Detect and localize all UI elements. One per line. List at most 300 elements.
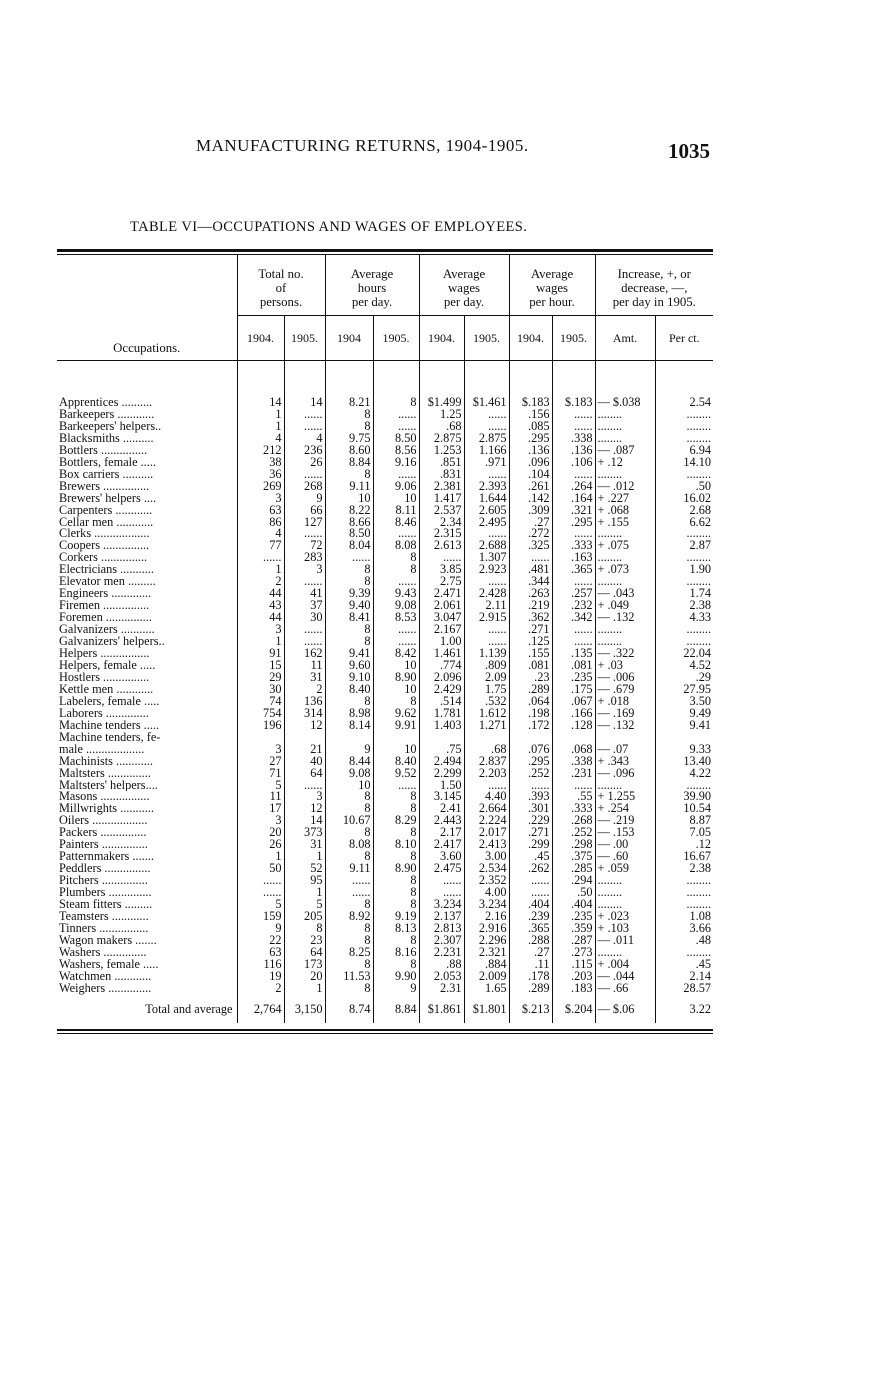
table-cell: .271	[509, 624, 552, 636]
table-cell: .48	[655, 935, 713, 947]
table-cell: 8	[373, 875, 419, 887]
subhead-cell: 1905.	[284, 316, 325, 361]
table-cell: — .011	[595, 935, 655, 947]
occupation-name: Cellar men ............	[59, 516, 154, 529]
table-cell: 30	[284, 612, 325, 624]
table-row	[57, 851, 713, 863]
table-cell: 10	[325, 493, 373, 505]
table-cell: ........	[655, 947, 713, 959]
table-cell: 8	[373, 564, 419, 576]
table-cell: 2.916	[464, 923, 509, 935]
table-cell: 2.16	[464, 911, 509, 923]
table-cell: .362	[509, 612, 552, 624]
table-cell: .081	[509, 660, 552, 672]
table-cell: 1	[284, 887, 325, 899]
table-cell: 2.413	[464, 839, 509, 851]
table-cell: .262	[509, 863, 552, 875]
occupation-name: Box carriers ..........	[59, 468, 154, 481]
table-cell	[552, 732, 595, 744]
table-cell: .231	[552, 768, 595, 780]
table-cell: 8.50	[373, 433, 419, 445]
table-cell: 8	[373, 935, 419, 947]
table-cell: ......	[237, 887, 284, 899]
table-cell: 16.67	[655, 851, 713, 863]
occupation-name: Carpenters ............	[59, 504, 153, 517]
table-cell: 9.11	[325, 863, 373, 875]
table-row	[57, 397, 713, 409]
table-cell: ......	[509, 552, 552, 564]
table-cell: 2.31	[419, 983, 464, 995]
table-cell: 8.16	[373, 947, 419, 959]
table-cell: 9.43	[373, 588, 419, 600]
subhead-cell: Per ct.	[655, 316, 713, 361]
table-cell: 2.475	[419, 863, 464, 875]
table-cell: ........	[655, 887, 713, 899]
table-cell: 116	[237, 959, 284, 971]
occupation-name: Labelers, female .....	[59, 695, 160, 708]
table-cell: ........	[595, 469, 655, 481]
table-cell: 2.203	[464, 768, 509, 780]
table-cell: 9.91	[373, 720, 419, 732]
table-cell: 8.04	[325, 540, 373, 552]
wages-table	[57, 255, 713, 1023]
table-cell: + .059	[595, 863, 655, 875]
table-cell: 8.66	[325, 517, 373, 529]
table-row	[57, 815, 713, 827]
table-cell: ......	[464, 469, 509, 481]
table-cell: .299	[509, 839, 552, 851]
table-cell: 8	[325, 851, 373, 863]
table-cell: .50	[655, 481, 713, 493]
table-cell: .75	[419, 744, 464, 756]
table-cell: .081	[552, 660, 595, 672]
subhead-cell: 1905.	[373, 316, 419, 361]
table-cell: .514	[419, 696, 464, 708]
total-persons-header: Total no. of persons.	[237, 255, 325, 316]
table-cell: 4.33	[655, 612, 713, 624]
header-spacer-row	[57, 361, 713, 398]
table-cell: 13.40	[655, 756, 713, 768]
table-cell	[237, 732, 284, 744]
table-row	[57, 696, 713, 708]
table-cell: 14	[284, 815, 325, 827]
table-cell: .263	[509, 588, 552, 600]
table-row	[57, 911, 713, 923]
table-row	[57, 803, 713, 815]
table-cell: 8.22	[325, 505, 373, 517]
table-cell: .295	[552, 517, 595, 529]
table-cell: 9.90	[373, 971, 419, 983]
table-cell: 20	[284, 971, 325, 983]
table-cell: 8.13	[373, 923, 419, 935]
table-cell: ........	[595, 780, 655, 792]
table-cell: ......	[552, 469, 595, 481]
table-cell: 2.837	[464, 756, 509, 768]
table-cell: 2.09	[464, 672, 509, 684]
table-row	[57, 493, 713, 505]
occupation-name: Laborers ..............	[59, 707, 149, 720]
table-cell: .106	[552, 457, 595, 469]
table-cell: ......	[419, 875, 464, 887]
table-cell: 2.417	[419, 839, 464, 851]
table-cell: 1.25	[419, 409, 464, 421]
table-row	[57, 421, 713, 433]
occupation-name: Electricians ...........	[59, 564, 154, 577]
table-cell: 2.534	[464, 863, 509, 875]
table-cell: .156	[509, 409, 552, 421]
table-cell: 2.137	[419, 911, 464, 923]
table-cell: 1	[237, 564, 284, 576]
table-cell: ......	[373, 576, 419, 588]
table-cell: .136	[552, 445, 595, 457]
table-cell	[595, 732, 655, 744]
table-cell: 1.74	[655, 588, 713, 600]
table-cell: 4.40	[464, 791, 509, 803]
table-cell: 15	[237, 660, 284, 672]
table-cell: 2.875	[464, 433, 509, 445]
table-cell: .404	[509, 899, 552, 911]
table-cell: ......	[373, 421, 419, 433]
table-cell: .774	[419, 660, 464, 672]
table-cell: 37	[284, 600, 325, 612]
total-cell: $1.801	[464, 995, 509, 1023]
avg-wages-day-header: Average wages per day.	[419, 255, 509, 316]
table-cell: .239	[509, 911, 552, 923]
table-cell: 9.60	[325, 660, 373, 672]
table-cell: + .004	[595, 959, 655, 971]
table-cell: 8.87	[655, 815, 713, 827]
table-cell: ......	[237, 875, 284, 887]
table-cell: 1.461	[419, 648, 464, 660]
table-cell: — .132	[595, 720, 655, 732]
table-cell: .155	[509, 648, 552, 660]
table-cell: .393	[509, 791, 552, 803]
table-cell	[373, 732, 419, 744]
total-row	[57, 995, 713, 1023]
occupation-name: Oilers ..................	[59, 815, 148, 828]
table-cell: 9.41	[325, 648, 373, 660]
table-cell: 8.44	[325, 756, 373, 768]
table-cell: 8.21	[325, 397, 373, 409]
table-cell: 71	[237, 768, 284, 780]
table-row	[57, 660, 713, 672]
table-cell: ........	[655, 875, 713, 887]
table-cell	[284, 732, 325, 744]
table-cell: 9.39	[325, 588, 373, 600]
table-cell: 9.10	[325, 672, 373, 684]
table-cell: ........	[595, 528, 655, 540]
table-cell: 9.41	[655, 720, 713, 732]
occupation-name: Hostlers ...............	[59, 671, 150, 684]
table-cell: .11	[509, 959, 552, 971]
table-cell: ........	[595, 636, 655, 648]
table-cell: ......	[552, 409, 595, 421]
table-cell: 1.781	[419, 708, 464, 720]
total-cell: 2,764	[237, 995, 284, 1023]
table-cell: .294	[552, 875, 595, 887]
table-cell: .884	[464, 959, 509, 971]
table-cell: — .153	[595, 827, 655, 839]
table-cell	[509, 732, 552, 744]
occupation-name: Peddlers ...............	[59, 863, 151, 876]
table-cell: 64	[284, 947, 325, 959]
table-row	[57, 887, 713, 899]
table-cell: .136	[509, 445, 552, 457]
table-cell: + .049	[595, 600, 655, 612]
table-cell: 10.67	[325, 815, 373, 827]
table-cell: 2.75	[419, 576, 464, 588]
table-cell: 3	[237, 624, 284, 636]
table-cell: .309	[509, 505, 552, 517]
table-cell: ......	[464, 636, 509, 648]
table-cell: 63	[237, 947, 284, 959]
table-cell: $1.499	[419, 397, 464, 409]
table-row	[57, 959, 713, 971]
table-row	[57, 588, 713, 600]
table-cell: ......	[284, 780, 325, 792]
table-cell: 9	[237, 923, 284, 935]
table-cell: .085	[509, 421, 552, 433]
table-cell: 2.875	[419, 433, 464, 445]
table-cell: 14	[237, 397, 284, 409]
table-cell: 1	[284, 983, 325, 995]
table-row	[57, 409, 713, 421]
table-cell: .45	[655, 959, 713, 971]
table-cell: 29	[237, 672, 284, 684]
subhead-cell: 1904.	[509, 316, 552, 361]
top-rule	[57, 249, 713, 252]
table-cell: 2.923	[464, 564, 509, 576]
table-row	[57, 528, 713, 540]
table-cell: .301	[509, 803, 552, 815]
table-cell: .067	[552, 696, 595, 708]
table-cell: ......	[284, 409, 325, 421]
table-row	[57, 732, 713, 744]
occupation-name: Barkeepers' helpers..	[59, 420, 162, 433]
table-cell: ......	[464, 421, 509, 433]
page-number: 1035	[668, 139, 710, 163]
table-cell: 1	[237, 409, 284, 421]
table-cell: .338	[552, 756, 595, 768]
table-cell: 8.56	[373, 445, 419, 457]
occupation-name: Galvanizers' helpers..	[59, 636, 165, 649]
table-cell: — .00	[595, 839, 655, 851]
subhead-cell: 1904	[325, 316, 373, 361]
running-head: MANUFACTURING RETURNS, 1904-1905.	[196, 136, 529, 155]
table-cell: ......	[325, 887, 373, 899]
table-cell: 9.40	[325, 600, 373, 612]
table-cell: .183	[552, 983, 595, 995]
table-row	[57, 744, 713, 756]
table-cell: 8	[284, 923, 325, 935]
table-cell: 8	[325, 803, 373, 815]
table-cell: 74	[237, 696, 284, 708]
table-cell: — .043	[595, 588, 655, 600]
table-cell: 11	[284, 660, 325, 672]
table-cell: 2.38	[655, 600, 713, 612]
table-cell: 159	[237, 911, 284, 923]
table-cell: 27.95	[655, 684, 713, 696]
table-cell: + .254	[595, 803, 655, 815]
table-cell: 3	[237, 493, 284, 505]
table-cell: 8.25	[325, 947, 373, 959]
table-cell: .064	[509, 696, 552, 708]
table-cell: 19	[237, 971, 284, 983]
table-cell: 8	[373, 959, 419, 971]
table-cell: 8.14	[325, 720, 373, 732]
table-cell: 3	[284, 791, 325, 803]
table-cell: ......	[464, 624, 509, 636]
table-cell: ......	[373, 409, 419, 421]
table-cell: ........	[655, 780, 713, 792]
table-cell: ......	[509, 887, 552, 899]
occupation-name: Bottlers, female .....	[59, 456, 156, 469]
table-row	[57, 863, 713, 875]
table-cell: 2.428	[464, 588, 509, 600]
table-cell: 66	[284, 505, 325, 517]
table-cell: 9.08	[373, 600, 419, 612]
table-cell: 8.10	[373, 839, 419, 851]
table-cell: 754	[237, 708, 284, 720]
table-cell	[655, 732, 713, 744]
table-cell: 9.11	[325, 481, 373, 493]
table-cell: + .073	[595, 564, 655, 576]
table-cell: .344	[509, 576, 552, 588]
table-cell: .285	[552, 863, 595, 875]
table-row	[57, 935, 713, 947]
table-cell: 3.00	[464, 851, 509, 863]
table-row	[57, 720, 713, 732]
table-cell: ......	[373, 624, 419, 636]
table-row	[57, 517, 713, 529]
table-cell: 2.17	[419, 827, 464, 839]
table-cell: 8.90	[373, 672, 419, 684]
table-row	[57, 684, 713, 696]
table-cell: 373	[284, 827, 325, 839]
table-cell	[464, 732, 509, 744]
occupation-name: Coopers ...............	[59, 540, 150, 553]
table-cell: + .03	[595, 660, 655, 672]
table-cell: ......	[284, 576, 325, 588]
table-cell: ......	[464, 576, 509, 588]
table-cell: .532	[464, 696, 509, 708]
table-cell: 2	[237, 576, 284, 588]
table-cell: 4	[284, 433, 325, 445]
table-cell: 91	[237, 648, 284, 660]
occupation-name: Wagon makers .......	[59, 934, 157, 947]
table-cell: 136	[284, 696, 325, 708]
table-body	[57, 361, 713, 995]
table-cell: .288	[509, 935, 552, 947]
table-cell: 1	[237, 851, 284, 863]
table-cell: ........	[595, 576, 655, 588]
table-cell: .261	[509, 481, 552, 493]
table-row	[57, 768, 713, 780]
table-cell: 8.29	[373, 815, 419, 827]
table-cell: — .087	[595, 445, 655, 457]
table-cell: 3.85	[419, 564, 464, 576]
table-cell: .142	[509, 493, 552, 505]
table-cell: .27	[509, 517, 552, 529]
table-cell: 1	[284, 851, 325, 863]
table-cell: 8	[373, 397, 419, 409]
table-cell: 3.66	[655, 923, 713, 935]
table-cell: ........	[655, 552, 713, 564]
total-cell: 8.84	[373, 995, 419, 1023]
table-cell: .125	[509, 636, 552, 648]
table-cell: 8	[325, 696, 373, 708]
table-cell: 2.352	[464, 875, 509, 887]
table-cell: .271	[509, 827, 552, 839]
table-cell: 10	[373, 744, 419, 756]
table-cell: 196	[237, 720, 284, 732]
table-cell: ........	[655, 576, 713, 588]
table-cell: 40	[284, 756, 325, 768]
table-cell: 8.50	[325, 528, 373, 540]
table-cell: 8.08	[373, 540, 419, 552]
table-cell: 31	[284, 672, 325, 684]
table-cell: .175	[552, 684, 595, 696]
table-cell: .235	[552, 672, 595, 684]
table-cell: 26	[237, 839, 284, 851]
table-cell: 28.57	[655, 983, 713, 995]
subhead-cell: 1904.	[237, 316, 284, 361]
table-cell	[419, 732, 464, 744]
table-cell: + .103	[595, 923, 655, 935]
table-cell: 8	[373, 696, 419, 708]
table-row	[57, 505, 713, 517]
table-cell: ......	[419, 552, 464, 564]
bottom-rule-thick	[57, 1029, 713, 1031]
table-cell: .219	[509, 600, 552, 612]
table-cell: 173	[284, 959, 325, 971]
table-cell: 1.75	[464, 684, 509, 696]
table-cell: 8.98	[325, 708, 373, 720]
table-cell: ........	[595, 899, 655, 911]
table-cell: 2.096	[419, 672, 464, 684]
table-cell: ......	[237, 552, 284, 564]
occupations-header: Occupations.	[57, 255, 237, 361]
table-row	[57, 947, 713, 959]
occupation-name: Barkeepers ............	[59, 408, 155, 421]
table-cell: 2.231	[419, 947, 464, 959]
occupation-name: Foremen ...............	[59, 612, 152, 625]
table-cell: ........	[595, 887, 655, 899]
table-cell: 9	[284, 493, 325, 505]
occupation-name: Tinners ................	[59, 922, 149, 935]
table-cell: .264	[552, 481, 595, 493]
table-cell: 9	[325, 744, 373, 756]
table-cell: 8	[373, 803, 419, 815]
table-cell: 5	[284, 899, 325, 911]
table-cell: 10	[373, 684, 419, 696]
occupation-name: Machine tenders .....	[59, 719, 160, 732]
table-cell: 10	[373, 660, 419, 672]
table-cell: 4.00	[464, 887, 509, 899]
table-cell: 2.605	[464, 505, 509, 517]
table-row	[57, 899, 713, 911]
occupation-name: Steam fitters .........	[59, 899, 153, 911]
table-cell: 8	[373, 791, 419, 803]
table-cell: ........	[595, 433, 655, 445]
table-cell: 8.40	[325, 684, 373, 696]
table-cell: 3	[284, 564, 325, 576]
table-cell: ........	[655, 624, 713, 636]
occupation-name: Plumbers ..............	[59, 887, 152, 900]
table-cell: 9.08	[325, 768, 373, 780]
table-cell: 8	[325, 827, 373, 839]
table-cell: .50	[552, 887, 595, 899]
